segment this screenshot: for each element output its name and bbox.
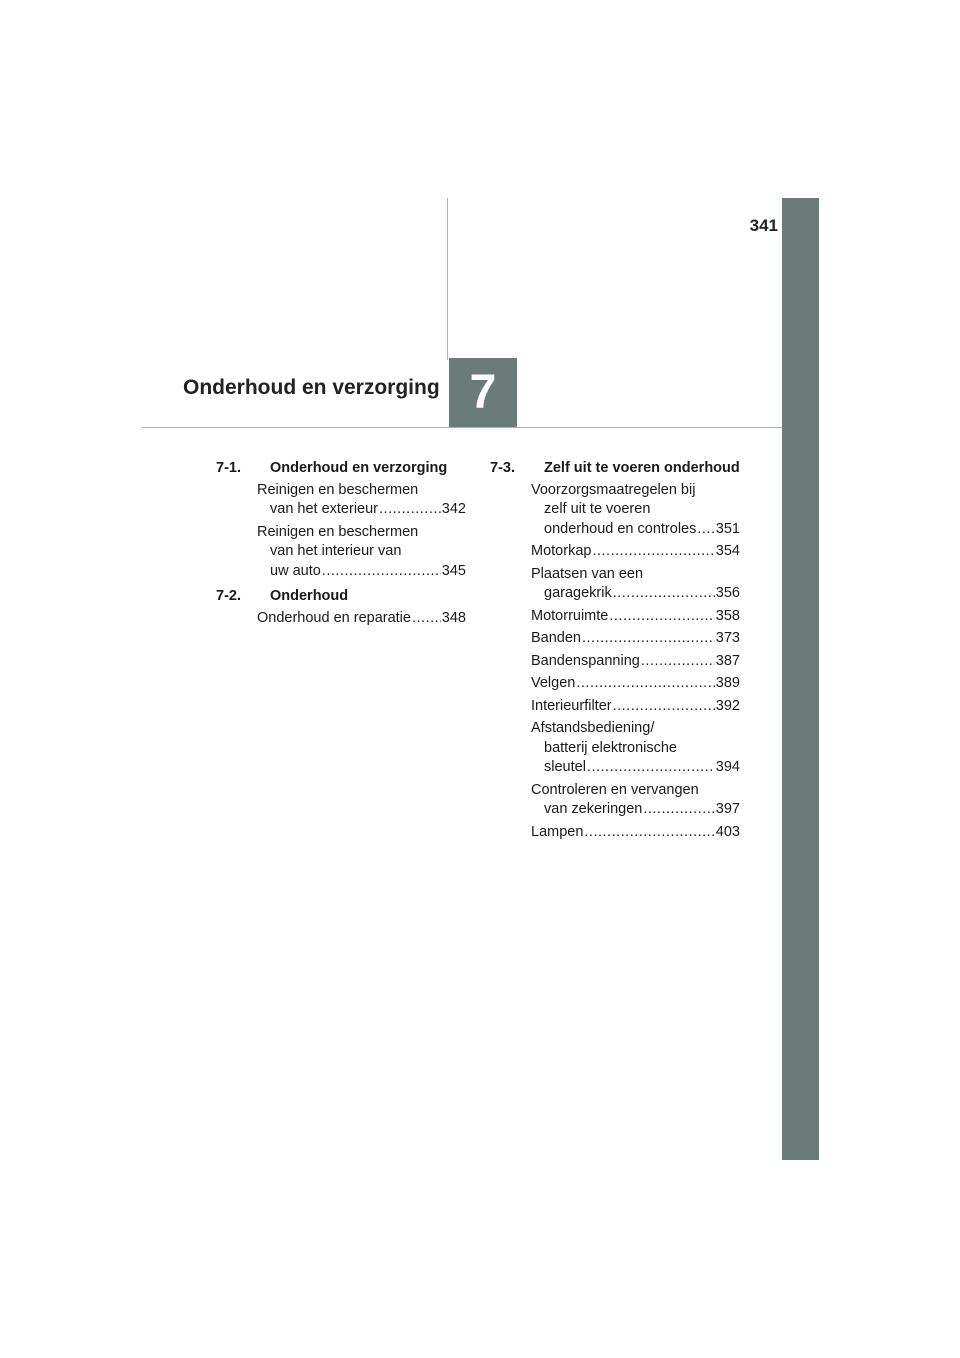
toc-entry-text: Reinigen en beschermen: [257, 481, 419, 498]
toc-entry-text: Plaatsen van een: [531, 565, 644, 582]
toc-section: [216, 459, 466, 581]
toc-entry-text: van het interieur van: [270, 543, 402, 559]
toc-entry-text: Controleren en vervangen: [531, 781, 699, 798]
toc-dot-leader: [697, 520, 714, 540]
toc-page-number: 387: [715, 652, 740, 669]
chapter-side-tab: [782, 198, 819, 1160]
toc-dot-leader: [592, 542, 714, 562]
toc-section-title: Onderhoud: [270, 588, 349, 604]
toc-entry[interactable]: [490, 719, 740, 778]
toc-section-number: 7-3.: [490, 460, 515, 476]
toc-page-number: 342: [441, 501, 466, 517]
toc-dot-leader: [412, 609, 441, 629]
toc-right-column: [490, 459, 740, 848]
toc-section-heading: [216, 587, 466, 607]
toc-entry[interactable]: [490, 607, 740, 627]
toc-page-number: 394: [715, 759, 740, 775]
toc-page-number: 403: [715, 823, 740, 840]
vertical-rule: [447, 198, 448, 360]
toc-entry[interactable]: [490, 565, 740, 604]
toc-entry-row: [257, 609, 466, 629]
toc-page-number: 358: [715, 607, 740, 624]
toc-dot-leader: [322, 562, 441, 582]
toc-entry[interactable]: [490, 542, 740, 562]
toc-entry-row: [531, 520, 740, 540]
toc-entry-text: Motorkap: [531, 543, 592, 559]
toc-entry[interactable]: [490, 823, 740, 843]
toc-entry[interactable]: [490, 652, 740, 672]
toc-entry-row: [531, 584, 740, 604]
toc-entry-row: [531, 542, 740, 562]
toc-entry-text: Lampen: [531, 823, 584, 840]
toc-page-number: 356: [715, 585, 740, 601]
toc-page-number: 345: [441, 562, 466, 579]
toc-left-column: [216, 459, 466, 634]
toc-entry-row: [531, 823, 740, 843]
toc-entry-row: [531, 674, 740, 694]
toc-entry-text: Voorzorgsmaatregelen bij: [531, 481, 696, 498]
toc-entry-row: [531, 652, 740, 672]
toc-section-heading: [490, 459, 740, 479]
toc-entry-text: Onderhoud en reparatie: [257, 609, 411, 626]
toc-section: [490, 459, 740, 842]
toc-page-number: 351: [715, 520, 740, 537]
toc-entry-row: [531, 607, 740, 627]
chapter-number-box: [449, 358, 517, 427]
toc-dot-leader: [609, 607, 714, 627]
toc-section-heading: [216, 459, 466, 479]
toc-entry[interactable]: [216, 523, 466, 582]
toc-dot-leader: [379, 500, 441, 520]
toc-page-number: 392: [715, 697, 740, 714]
toc-section-number: 7-2.: [216, 588, 241, 604]
toc-entry-text: Velgen: [531, 675, 576, 691]
toc-entry-text: batterij elektronische: [544, 739, 677, 756]
horizontal-rule: [142, 427, 782, 428]
toc-section: [216, 587, 466, 628]
toc-dot-leader: [582, 629, 715, 649]
page-number: 341: [749, 216, 778, 235]
toc-dot-leader: [584, 823, 714, 843]
toc-entry-text: sleutel: [544, 759, 586, 775]
toc-section-number: 7-1.: [216, 460, 241, 476]
toc-dot-leader: [613, 584, 715, 604]
toc-entry[interactable]: [490, 481, 740, 540]
toc-dot-leader: [613, 697, 715, 717]
chapter-number: 7: [469, 366, 497, 419]
toc-entry-row: [257, 562, 466, 582]
toc-dot-leader: [643, 800, 714, 820]
toc-entry[interactable]: [490, 697, 740, 717]
toc-page-number: 373: [715, 630, 740, 646]
toc-page-number: 389: [715, 675, 740, 691]
toc-dot-leader: [587, 758, 715, 778]
toc-entry-row: [531, 800, 740, 820]
toc-dot-leader: [641, 652, 715, 672]
toc-entry[interactable]: [490, 629, 740, 649]
toc-entry-text: Reinigen en beschermen: [257, 523, 419, 540]
toc-entry-text: Afstandsbediening/: [531, 720, 655, 736]
toc-dot-leader: [576, 674, 714, 694]
toc-entry-text: Banden: [531, 630, 581, 646]
toc-entry-text: Interieurfilter: [531, 697, 612, 714]
toc-entry[interactable]: [490, 674, 740, 694]
toc-entry-row: [531, 758, 740, 778]
toc-entry-text: van zekeringen: [544, 801, 643, 817]
toc-entry[interactable]: [490, 781, 740, 820]
toc-entry-text: garagekrik: [544, 585, 612, 601]
toc-entry-text: Motorruimte: [531, 607, 609, 624]
toc-entry-text: onderhoud en controles: [544, 520, 697, 537]
toc-entry[interactable]: [216, 481, 466, 520]
toc-page-number: 397: [715, 801, 740, 817]
toc-entry-text: Bandenspanning: [531, 652, 640, 669]
toc-entry-text: uw auto: [270, 562, 321, 579]
toc-entry-text: van het exterieur: [270, 501, 379, 517]
toc-section-title: Zelf uit te voeren onderhoud: [544, 460, 740, 476]
toc-entry-row: [531, 629, 740, 649]
toc-entry-row: [257, 500, 466, 520]
toc-entry-row: [531, 697, 740, 717]
chapter-title: Onderhoud en verzorging: [183, 376, 440, 399]
toc-page-number: 354: [715, 543, 740, 559]
toc-section-title: Onderhoud en verzorging: [270, 460, 448, 476]
toc-entry-text: zelf uit te voeren: [544, 501, 651, 517]
toc-page-number: 348: [441, 609, 466, 626]
toc-entry[interactable]: [216, 609, 466, 629]
